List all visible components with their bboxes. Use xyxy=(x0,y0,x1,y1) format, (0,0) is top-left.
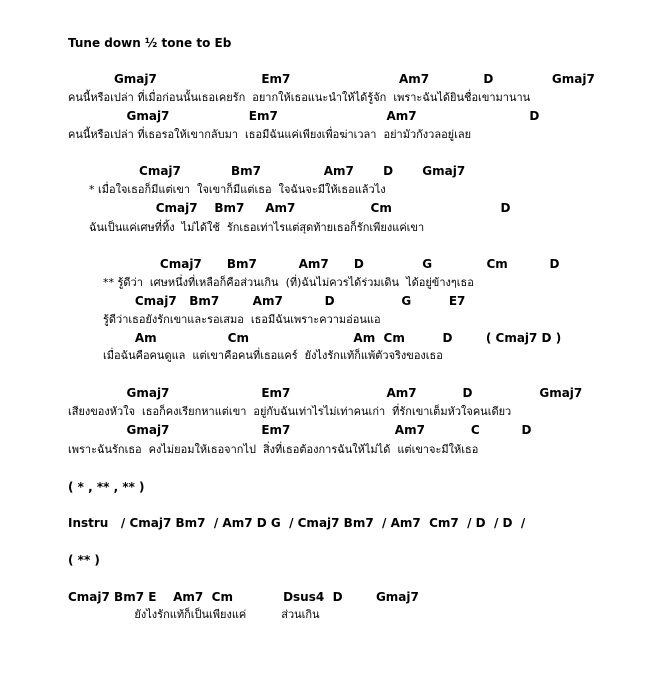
chord-line: Cmaj7 Bm7 Am7 D G E7 xyxy=(68,294,466,308)
lyric-line: * เมื่อใจเธอก็มีแต่เขา ใจเขาก็มีแต่เธอ ใจฉันจะมีให้เธอแล้วไง xyxy=(68,183,386,196)
lyric-line: ฉันเป็นแค่เศษที่ทิ้ง ไม่ได้ใช้ รักเธอเท่าไรแต่สุดท้ายเธอก็รักเพียงแค่เขา xyxy=(68,221,425,234)
repeat-marker: ( ** ) xyxy=(68,553,100,567)
lyric-line: เมื่อฉันคือคนดูแล แต่เขาคือคนที่เธอแคร์ ยังไงรักแท้ก็แพ้ตัวจริงของเธอ xyxy=(68,349,443,362)
lyric-line: ยังไงรักแท้ก็เป็นเพียงแค่ ส่วนเกิน xyxy=(68,608,320,621)
lyric-line: เพราะฉันรักเธอ คงไม่ยอมให้เธอจากไป สิ่งที่เธอต้องการฉันให้ไม่ได้ แต่เขาจะมีให้เธอ xyxy=(68,443,479,456)
chord-line: Cmaj7 Bm7 Am7 D Gmaj7 xyxy=(68,164,466,178)
instrumental-line: Instru / Cmaj7 Bm7 / Am7 D G / Cmaj7 Bm7 / Am7 Cm7 / D / D / xyxy=(68,516,526,530)
lyric-line: ** รู้ดีว่า เศษหนึ่งที่เหลือก็คือส่วนเกิน (ที่)ฉันไม่ควรได้ร่วมเดิน ได้อยู่ข้างๆเธอ xyxy=(68,276,474,289)
chord-line: Gmaj7 Em7 Am7 D Gmaj7 xyxy=(68,72,595,86)
chord-line: Am Cm Am Cm D ( Cmaj7 D ) xyxy=(68,331,562,345)
chord-line: Cmaj7 Bm7 E Am7 Cm Dsus4 D Gmaj7 xyxy=(68,590,419,604)
chord-line: Cmaj7 Bm7 Am7 Cm D xyxy=(68,201,511,215)
chord-line: Gmaj7 Em7 Am7 D xyxy=(68,109,540,123)
lyric-line: รู้ดีว่าเธอยังรักเขาและรอเสมอ เธอมีฉันเพราะความอ่อนแอ xyxy=(68,313,381,326)
repeat-marker: ( * , ** , ** ) xyxy=(68,480,145,494)
tuning-note: Tune down ½ tone to Eb xyxy=(68,36,232,50)
chord-line: Gmaj7 Em7 Am7 D Gmaj7 xyxy=(68,386,583,400)
lyric-line: คนนี้หรือเปล่า ที่เธอรอให้เขากลับมา เธอมีฉันแค่เพียงเพื่อฆ่าเวลา อย่ามัวกังวลอยู่เลย xyxy=(68,128,472,141)
lyric-line: เสียงของหัวใจ เธอก็คงเรียกหาแต่เขา อยู่กับฉันเท่าไรไม่เท่าคนเก่า ที่รักเขาเต็มหัวใจคนเดียว xyxy=(68,405,512,418)
chord-line: Gmaj7 Em7 Am7 C D xyxy=(68,423,532,437)
lyric-line: คนนี้หรือเปล่า ที่เมื่อก่อนนั้นเธอเคยรัก อยากให้เธอแนะนำให้ได้รู้จัก เพราะฉันได้ยินชื่อเขามานาน xyxy=(68,91,531,104)
chord-line: Cmaj7 Bm7 Am7 D G Cm D xyxy=(68,257,560,271)
